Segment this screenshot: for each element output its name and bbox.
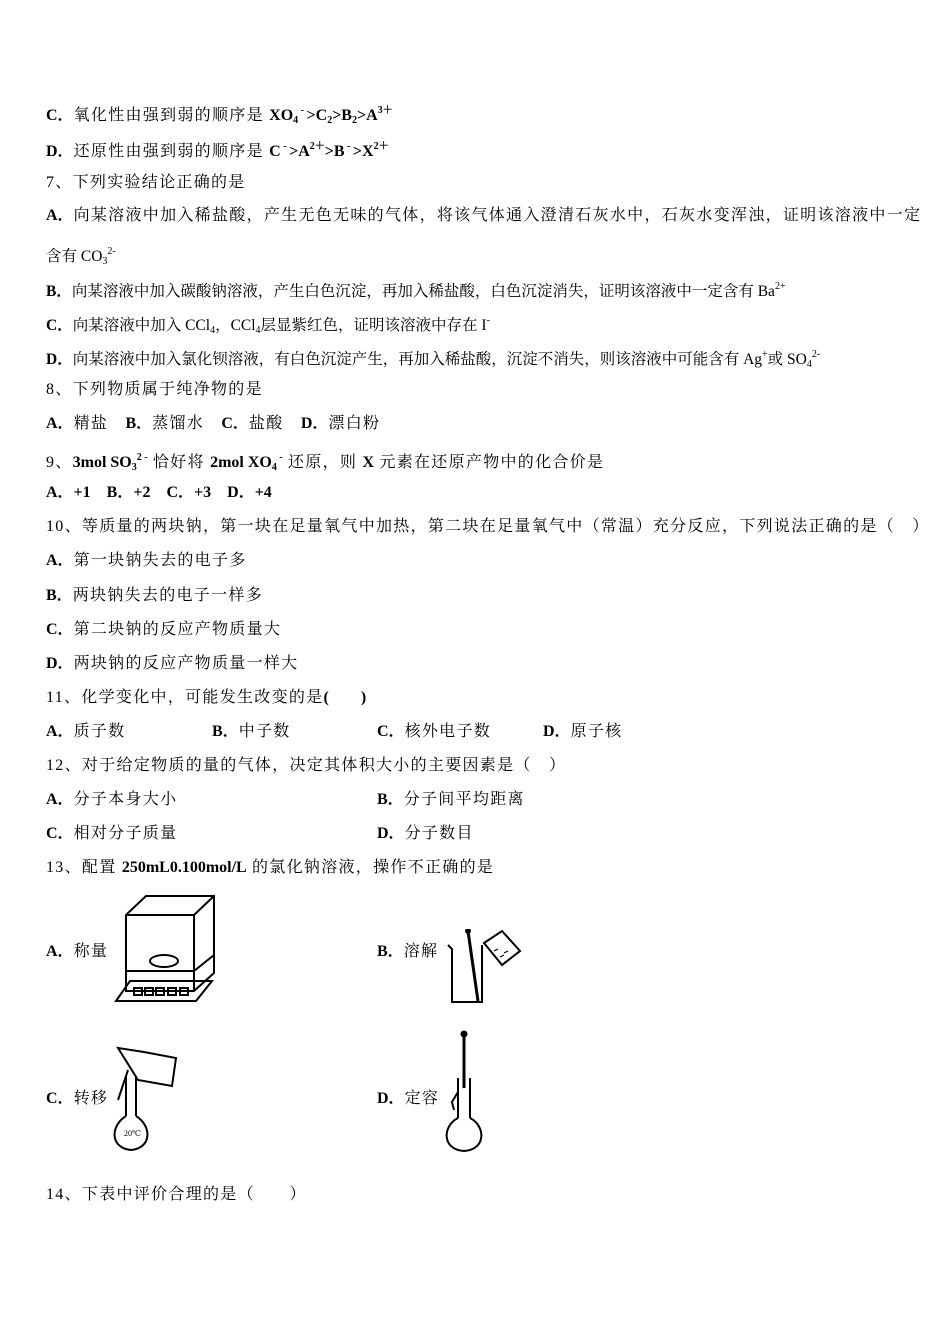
text-segment: 蒸馏水 (152, 415, 222, 432)
superscript: - (344, 141, 353, 152)
subscript: 4 (255, 325, 261, 336)
text-segment: 氧化性由强到弱的顺序是 (73, 107, 270, 124)
bold-text: A． (46, 552, 74, 569)
text-segment: 原子核 (570, 723, 623, 740)
option-d-reducing (46, 137, 389, 162)
q10-option-c (46, 620, 281, 640)
text-segment: 向某溶液中加入稀盐酸，产生无色无味的气体，将该气体通入澄清石灰水中，石灰水变浑浊，证明该溶液中一定 (73, 207, 922, 224)
subscript: 2 (327, 115, 333, 126)
q13-option-c (46, 1089, 108, 1109)
subscript: 4 (271, 462, 277, 473)
question-11-stem (46, 688, 366, 708)
q11-option-c (377, 722, 491, 742)
text-segment: 9、 (46, 454, 73, 471)
superscript: 2 - (136, 452, 148, 463)
bold-text: A． (46, 723, 74, 740)
bold-text: B． (377, 791, 404, 808)
superscript: 2- (107, 246, 116, 257)
q11-option-a (46, 722, 125, 742)
bold-text: A． (46, 415, 74, 432)
beaker-dissolving-image (444, 929, 522, 1005)
bold-text: B． (46, 283, 72, 300)
bold-text: C． (46, 1090, 74, 1107)
flask-transfer-image (108, 1040, 180, 1154)
q13-option-b (377, 942, 438, 962)
question-14-stem (46, 1185, 307, 1205)
text-segment: 第一块钠失去的电子多 (73, 552, 247, 569)
superscript: + (762, 349, 768, 360)
subscript: 2 (351, 115, 357, 126)
text-segment: ，CCl (215, 317, 256, 334)
text-segment: 两块钠失去的电子一样多 (72, 587, 263, 604)
bold-text: >A (356, 107, 378, 124)
q7-option-a-line2 (46, 242, 116, 272)
superscript: - (298, 105, 307, 116)
q10-option-d (46, 654, 298, 674)
bold-text: D． (377, 1090, 405, 1107)
question-9-stem (46, 448, 604, 478)
bold-text: A． (46, 943, 74, 960)
bold-text: A．+1 B．+2 C．+3 D．+4 (46, 484, 272, 501)
text-segment: 相对分子质量 (73, 825, 178, 842)
bold-text: A． (46, 791, 74, 808)
q12-option-c (46, 824, 177, 844)
text-segment: 还原，则 (282, 454, 363, 471)
bold-text: D． (377, 825, 405, 842)
bold-text: B． (125, 415, 153, 432)
subscript: 4 (210, 325, 216, 336)
bold-text: >C (306, 107, 328, 124)
bold-text: B． (212, 723, 239, 740)
bold-text: D． (543, 723, 571, 740)
q10-option-b (46, 586, 263, 606)
svg-text:20℃: 20℃ (124, 1129, 141, 1138)
text-segment: 10、等质量的两块钠，第一块在足量氧气中加热，第二块在足量氧气中（常温）充分反应，下列说法正确的是（ ） (46, 518, 930, 535)
q8-options (46, 414, 380, 434)
question-13-stem (46, 858, 494, 878)
text-segment: 7、下列实验结论正确的是 (46, 174, 246, 191)
bold-text: D． (46, 143, 74, 160)
q10-option-a (46, 551, 247, 571)
bold-text: >A (289, 143, 310, 160)
text-segment: 分子本身大小 (73, 791, 178, 808)
bold-text: 2mol XO (210, 454, 272, 471)
question-7-stem (46, 173, 246, 193)
text-segment: 11、化学变化中，可能发生改变的是 (46, 689, 324, 706)
q9-options (46, 483, 272, 503)
text-segment: 两块钠的反应产物质量一样大 (73, 655, 299, 672)
text-segment: 第二块钠的反应产物质量大 (73, 621, 282, 638)
text-segment: 定容 (404, 1090, 440, 1107)
text-segment: 称量 (73, 943, 109, 960)
superscript: - (276, 452, 283, 463)
balance-weighing-image (112, 893, 218, 1003)
text-segment: 向某溶液中加入碳酸钠溶液，产生白色沉淀，再加入稀盐酸，白色沉淀消失，证明该溶液中一定含有 Ba (71, 283, 775, 300)
superscript: 2＋ (373, 141, 389, 152)
bold-text: >B (332, 107, 352, 124)
q12-option-b (377, 790, 525, 810)
q12-option-d (377, 824, 474, 844)
text-segment: 分子间平均距离 (403, 791, 525, 808)
superscript: - (280, 141, 290, 152)
bold-text: D． (46, 655, 74, 672)
q13-option-d (377, 1089, 439, 1109)
text-segment: 溶解 (403, 943, 439, 960)
text-segment: 转移 (73, 1090, 109, 1107)
text-segment: 向某溶液中加入氯化钡溶液，有白色沉淀产生，再加入稀盐酸，沉淀不消失，则该溶液中可能含有 Ag (72, 351, 763, 368)
question-8-stem (46, 380, 263, 400)
bold-text: C． (46, 107, 74, 124)
text-segment: 14、下表中评价合理的是（ ） (46, 1186, 307, 1203)
superscript: 3＋ (377, 105, 393, 116)
text-segment: 含有 CO (46, 248, 103, 265)
text-segment: 漂白粉 (328, 415, 381, 432)
text-segment: 13、配置 (46, 859, 122, 876)
text-segment: 或 SO (767, 351, 807, 368)
question-10-stem (46, 517, 930, 537)
text-segment: 元素在还原产物中的化合价是 (374, 454, 605, 471)
bold-text: C． (46, 317, 73, 334)
bold-text: 3mol SO (72, 454, 132, 471)
bold-text: XO (269, 107, 294, 124)
text-segment: 恰好将 (147, 454, 211, 471)
text-segment: 质子数 (73, 723, 126, 740)
text-segment: 8、下列物质属于纯净物的是 (46, 381, 263, 398)
subscript: 4 (293, 115, 299, 126)
bold-text: C． (46, 825, 74, 842)
superscript: 2- (811, 349, 821, 360)
q13-option-a (46, 942, 108, 962)
q11-option-d (543, 722, 622, 742)
bold-text: C． (221, 415, 249, 432)
text-segment: 的氯化钠溶液，操作不正确的是 (246, 859, 495, 876)
subscript: 3 (131, 462, 137, 473)
bold-text: C． (377, 723, 405, 740)
q7-option-c (46, 311, 490, 341)
text-segment: 中子数 (238, 723, 291, 740)
text-segment: 还原性由强到弱的顺序是 (73, 143, 270, 160)
subscript: 4 (806, 359, 812, 370)
superscript: 2＋ (309, 141, 325, 152)
text-segment: 盐酸 (248, 415, 301, 432)
bold-text: 250mL0.100mol/L (121, 859, 247, 876)
text-segment: 向某溶液中加入 CCl (72, 317, 211, 334)
flask-fixing-volume-image (440, 1030, 490, 1154)
bold-text: A． (46, 207, 74, 224)
text-segment: 12、对于给定物质的量的气体，决定其体积大小的主要因素是（ ） (46, 757, 567, 774)
q7-option-a-line1 (46, 206, 921, 226)
bold-text: >B (324, 143, 345, 160)
text-segment: 层显紫红色，证明该溶液中存在 I (260, 317, 487, 334)
text-segment: 核外电子数 (404, 723, 492, 740)
q11-option-b (212, 722, 291, 742)
bold-text: D． (46, 351, 73, 368)
q12-option-a (46, 790, 177, 810)
text-segment: 分子数目 (404, 825, 474, 842)
bold-text: >X (352, 143, 374, 160)
text-segment: 精盐 (73, 415, 126, 432)
superscript: - (486, 315, 490, 326)
superscript: 2+ (774, 281, 786, 292)
q7-option-b (46, 277, 786, 302)
bold-text: C． (46, 621, 74, 638)
bold-text: X (362, 454, 375, 471)
subscript: 3 (102, 256, 108, 267)
bold-text: C (269, 143, 281, 160)
bold-text: B． (377, 943, 404, 960)
q7-option-d (46, 345, 820, 375)
bold-text: B． (46, 587, 73, 604)
bold-text: D． (300, 415, 329, 432)
option-c-oxidizing (46, 101, 393, 131)
bold-text: ( ) (323, 689, 367, 706)
question-12-stem (46, 756, 566, 776)
